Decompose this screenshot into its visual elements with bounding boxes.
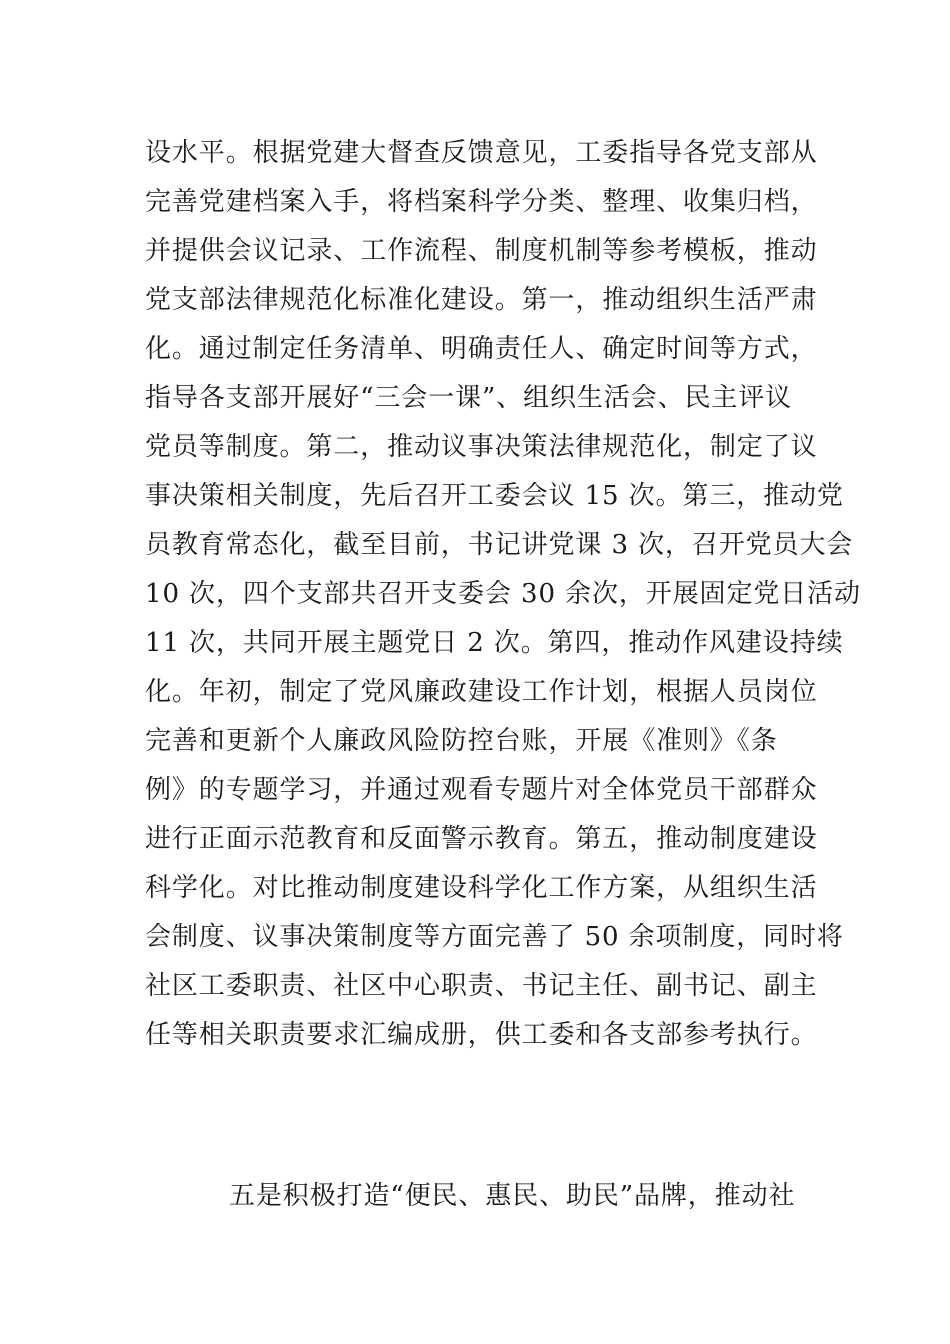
paragraph-1-line-14: 例》的专题学习，并通过观看专题片对全体党员干部群众 xyxy=(145,775,818,805)
paragraph-1-line-3: 并提供会议记录、工作流程、制度机制等参考模板，推动 xyxy=(145,236,818,266)
paragraph-1-line-10: 10 次，四个支部共召开支委会 30 余次，开展固定党日活动 xyxy=(145,579,861,609)
paragraph-1-line-9: 员教育常态化，截至目前，书记讲党课 3 次，召开党员大会 xyxy=(145,530,854,560)
paragraph-1-line-8: 事决策相关制度，先后召开工委会议 15 次。第三，推动党 xyxy=(145,481,844,511)
paragraph-1-line-11: 11 次，共同开展主题党日 2 次。第四，推动作风建设持续 xyxy=(145,628,844,658)
paragraph-1-line-12: 化。年初，制定了党风廉政建设工作计划，根据人员岗位 xyxy=(145,677,818,707)
paragraph-2-line-1: 五是积极打造“便民、惠民、助民”品牌，推动社 xyxy=(229,1181,796,1211)
paragraph-1-line-13: 完善和更新个人廉政风险防控台账，开展《准则》《条 xyxy=(145,726,778,756)
paragraph-1-line-4: 党支部法律规范化标准化建设。第一，推动组织生活严肃 xyxy=(145,285,818,315)
paragraph-1-line-6: 指导各支部开展好“三会一课”、组织生活会、民主评议 xyxy=(145,383,793,413)
paragraph-1-line-19: 任等相关职责要求汇编成册，供工委和各支部参考执行。 xyxy=(145,1020,818,1050)
paragraph-1-line-5: 化。通过制定任务清单、明确责任人、确定时间等方式， xyxy=(145,334,818,364)
paragraph-1-line-16: 科学化。对比推动制度建设科学化工作方案，从组织生活 xyxy=(145,873,818,903)
paragraph-1-line-17: 会制度、议事决策制度等方面完善了 50 余项制度，同时将 xyxy=(145,922,844,952)
paragraph-1-line-1: 设水平。根据党建大督查反馈意见，工委指导各党支部从 xyxy=(145,138,818,168)
paragraph-1-line-15: 进行正面示范教育和反面警示教育。第五，推动制度建设 xyxy=(145,824,818,854)
paragraph-1-line-7: 党员等制度。第二，推动议事决策法律规范化，制定了议 xyxy=(145,432,818,462)
paragraph-1-line-2: 完善党建档案入手，将档案科学分类、整理、收集归档， xyxy=(145,187,818,217)
paragraph-1-line-18: 社区工委职责、社区中心职责、书记主任、副书记、副主 xyxy=(145,971,818,1001)
